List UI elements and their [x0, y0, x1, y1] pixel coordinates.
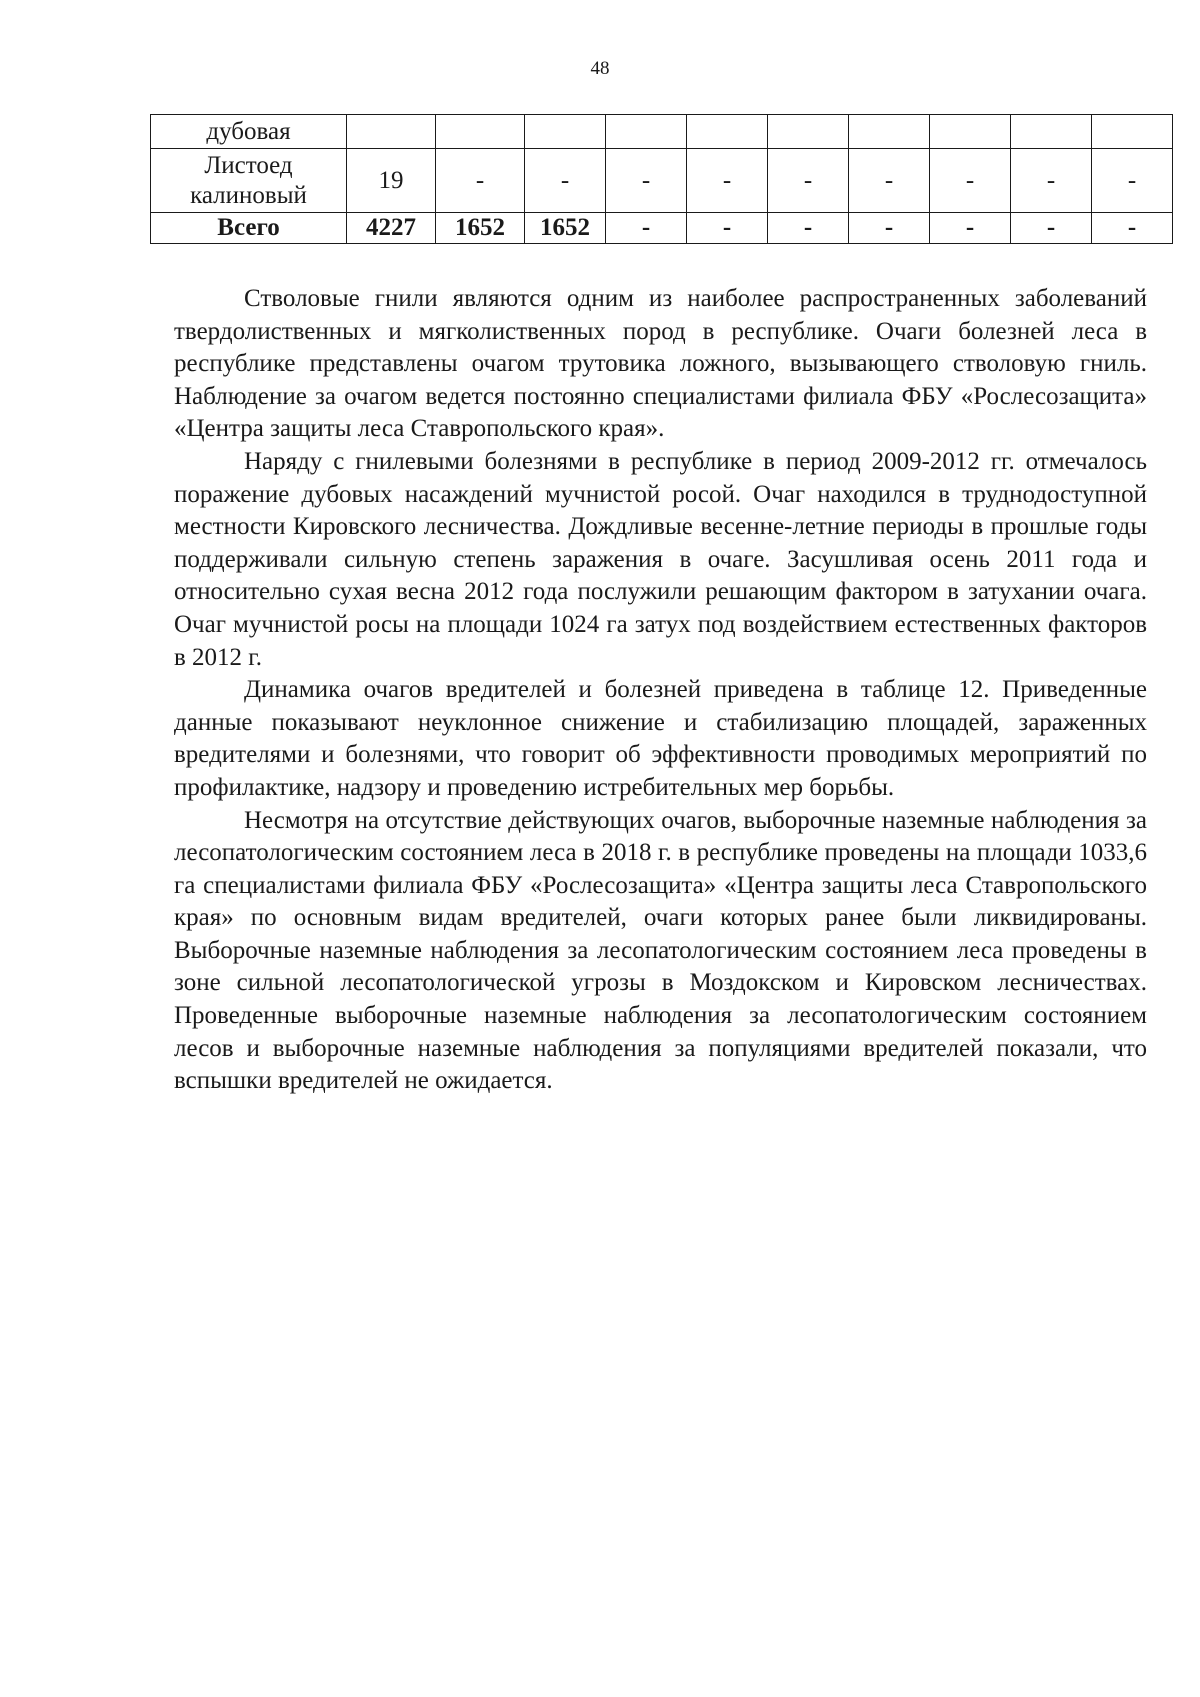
- row-label: дубовая: [151, 115, 347, 149]
- table-cell: 1652: [525, 213, 606, 244]
- table-cell: -: [930, 149, 1011, 213]
- table-cell: -: [768, 213, 849, 244]
- table-cell: -: [687, 149, 768, 213]
- table-cell: [1011, 115, 1092, 149]
- paragraph-powdery-mildew: Наряду с гнилевыми болезнями в республике в период 2009-2012 гг. отмечалось поражение дубовых насаждений мучнистой росой. Очаг находился в труднодоступной местности Кировского лесничества. Дождливые весенне-летние периоды в прошлые годы поддерживали сильную степень заражения в очаге. Засушливая осень 2011 года и относительно сухая весна 2012 года послужили решающим фактором в затухании очага. Очаг мучнистой росы на площади 1024 га затух под воздействием естественных факторов в 2012 г.: [174, 447, 1147, 671]
- pest-table: [150, 114, 1173, 244]
- table-cell: [1092, 115, 1173, 149]
- table-cell: [849, 115, 930, 149]
- table-cell: -: [849, 213, 930, 244]
- table-cell: [436, 115, 525, 149]
- table-row: [151, 213, 1173, 244]
- table-cell: 4227: [347, 213, 436, 244]
- table-body: [151, 115, 1173, 244]
- row-label: Всего: [151, 213, 347, 244]
- table-cell: [930, 115, 1011, 149]
- table-cell: [525, 115, 606, 149]
- table-row: [151, 115, 1173, 149]
- table-cell: [768, 115, 849, 149]
- table-cell: -: [768, 149, 849, 213]
- table-cell: [347, 115, 436, 149]
- table-cell: -: [1011, 149, 1092, 213]
- row-label: Листоед калиновый: [151, 149, 347, 213]
- paragraph-trunk-rot: Стволовые гнили являются одним из наиболее распространенных заболеваний твердолиственных и мягколиственных пород в республике. Очаги болезней леса в республике представлены очагом трутовика ложного, вызывающего стволовую гниль. Наблюдение за очагом ведется постоянно специалистами филиала ФБУ «Рослесозащита» «Центра защиты леса Ставропольского края».: [174, 285, 1147, 443]
- table-cell: 1652: [436, 213, 525, 244]
- table-cell: -: [687, 213, 768, 244]
- table-cell: -: [436, 149, 525, 213]
- table-cell: -: [1092, 149, 1173, 213]
- document-body: [174, 283, 1147, 1098]
- page-number: 48: [590, 58, 610, 79]
- table-cell: [606, 115, 687, 149]
- table-row: [151, 149, 1173, 213]
- table-cell: 19: [347, 149, 436, 213]
- table-cell: -: [1092, 213, 1173, 244]
- table-cell: -: [606, 213, 687, 244]
- table-cell: -: [1011, 213, 1092, 244]
- table-cell: -: [849, 149, 930, 213]
- paragraph-observations: Несмотря на отсутствие действующих очагов, выборочные наземные наблюдения за лесопатологическим состоянием леса в 2018 г. в республике проведены на площади 1033,6 га специалистами филиала ФБУ «Рослесозащита» «Центра защиты леса Ставропольского края» по основным видам вредителей, очаги которых ранее были ликвидированы. Выборочные наземные наблюдения за лесопатологическим состоянием леса проведены в зоне сильной лесопатологической угрозы в Моздокском и Кировском лесничествах. Проведенные выборочные наземные наблюдения за лесопатологическим состоянием лесов и выборочные наземные наблюдения за популяциями вредителей показали, что вспышки вредителей не ожидается.: [174, 806, 1147, 1095]
- paragraph-dynamics: Динамика очагов вредителей и болезней приведена в таблице 12. Приведенные данные показывают неуклонное снижение и стабилизацию площадей, зараженных вредителями и болезнями, что говорит об эффективности проводимых мероприятий по профилактике, надзору и проведению истребительных мер борьбы.: [174, 676, 1147, 801]
- table-cell: -: [525, 149, 606, 213]
- table-cell: -: [606, 149, 687, 213]
- table-cell: [687, 115, 768, 149]
- table-cell: -: [930, 213, 1011, 244]
